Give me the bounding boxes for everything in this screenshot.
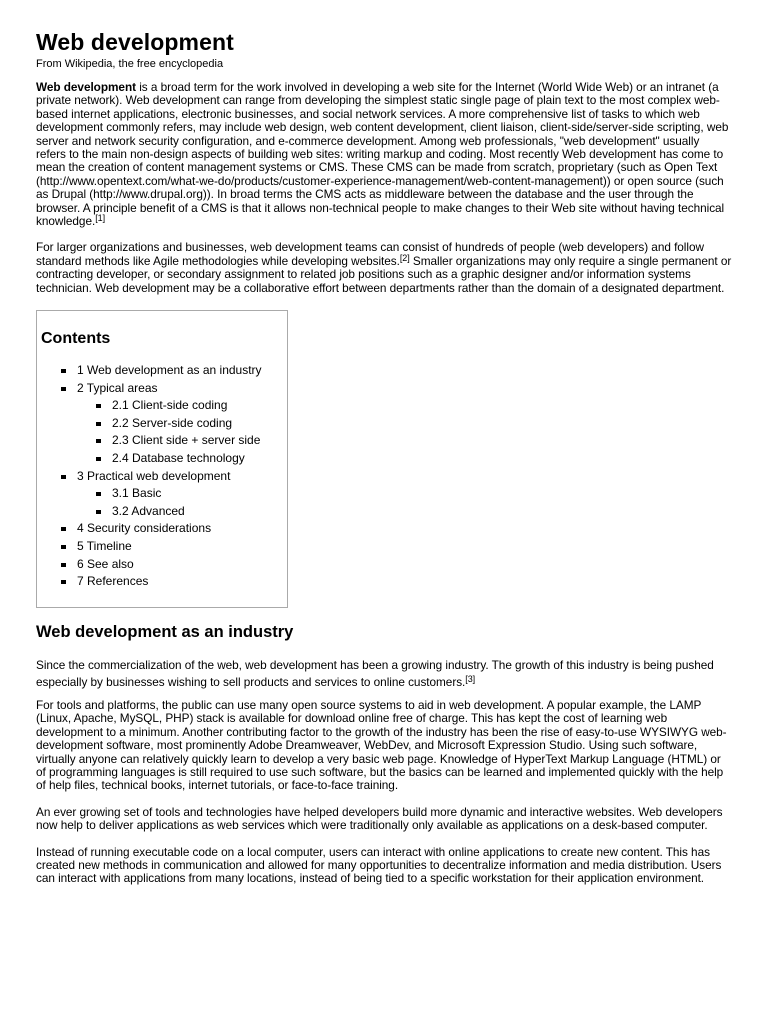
toc-item-label: 2.1 Client-side coding: [112, 398, 228, 413]
bullet-icon: [96, 510, 101, 514]
toc-item-label: 2 Typical areas: [77, 380, 158, 395]
toc-list: [41, 362, 287, 591]
reference-link-1[interactable]: [1]: [95, 213, 106, 224]
reference-link-3[interactable]: [3]: [465, 673, 476, 684]
intro-paragraph-1-text: is a broad term for the work involved in developing a web site for the Internet (World Wide Web) or an intranet (a private network). Web development can range from developing the simplest static single page of plain text to the most complex web-based internet applications, electronic businesses, and social network services. A more comprehensive list of tasks to which web development commonly refers, may include web design, web content development, client liaison, client-side/server-side scripting, web server and network security configuration, and e-commerce development. Among web professionals, "web development" usually refers to the main non-design aspects of building web sites: writing markup and coding. Most recently Web development has come to mean the creation of content management systems or CMS. These CMS can be made from scratch, proprietary (such as Open Text (http://www.opentext.com/what-we-do/products/customer-experience-management/web-content-management)) or open source (such as Drupal (http://www.drupal.org)). In broad terms the CMS acts as middleware between the database and the user through the browser. A principle benefit of a CMS is that it allows non-technical people to make changes to their Web site without having technical knowledge.: [36, 80, 729, 229]
toc-item-1[interactable]: [41, 362, 287, 380]
toc-item-label: 3.2 Advanced: [112, 503, 185, 518]
bullet-icon: [96, 492, 101, 496]
toc-item-label: 7 References: [77, 574, 149, 589]
bullet-icon: [61, 527, 66, 531]
toc-item-label: 2.3 Client side + server side: [112, 433, 261, 448]
toc-item-5[interactable]: [41, 538, 287, 556]
toc-item-2[interactable]: [41, 380, 287, 398]
section1-paragraph-1: [36, 657, 732, 690]
bullet-icon: [61, 545, 66, 549]
toc-item-4[interactable]: [41, 520, 287, 538]
page-title: Web development: [36, 29, 234, 55]
section1-paragraph-2: For tools and platforms, the public can use many open source systems to aid in web development. A popular example, the LAMP (Linux, Apache, MySQL, PHP) stack is available for download online free of charge. This has kept the cost of learning web development to a minimum. Another contributing factor to the growth of the industry has been the rise of easy-to-use WYSIWYG web-development software, most prominently Adobe Dreamweaver, WebDev, and Microsoft Expression Studio. Using such software, virtually anyone can relatively quickly learn to develop a very basic web page. Knowledge of HyperText Markup Language (HTML) or of programming languages is still required to use such software, but the basics can be learned and implemented quickly with the help of help files, technical books, internet tutorials, or face-to-face training.: [36, 697, 727, 793]
toc-item-label: 2.2 Server-side coding: [112, 415, 233, 430]
section1-paragraph-3: An ever growing set of tools and technologies have helped developers build more dynamic and interactive websites. Web developers now help to deliver applications as web services which were traditionally only available as applications on a desk-based computer.: [36, 804, 723, 833]
toc-item-label: 3.1 Basic: [112, 486, 162, 501]
toc-title: Contents: [41, 330, 111, 348]
toc-item-7[interactable]: [41, 573, 287, 591]
intro-paragraph-2-text-b: Smaller organizations may only require a single permanent or contracting developer, or secondary assignment to related job positions such as a graphic designer and/or information systems technician. Web development may be a collaborative effort between departments rather than the domain of a designated department.: [36, 253, 732, 295]
toc-item-3[interactable]: [41, 468, 287, 486]
section1-paragraph-1-text: Since the commercialization of the web, web development has been a growing industry. The growth of this industry is being pushed especially by businesses wishing to sell products and services to online customers.: [36, 658, 714, 689]
toc-item-2-4[interactable]: [41, 450, 287, 468]
bullet-icon: [61, 387, 66, 391]
reference-link-2[interactable]: [2]: [399, 252, 410, 263]
intro-paragraph-1: [36, 81, 732, 228]
intro-paragraph-2: [36, 241, 732, 295]
bullet-icon: [96, 422, 101, 426]
bullet-icon: [96, 404, 101, 408]
toc-item-2-1[interactable]: [41, 397, 287, 415]
toc-item-2-3[interactable]: [41, 432, 287, 450]
toc-item-label: 5 Timeline: [77, 539, 132, 554]
section1-paragraph-4: Instead of running executable code on a local computer, users can interact with online applications to create new content. This has created new methods in communication and allowed for many opportunities to decentralize information and media distribution. Users can interact with applications from many locations, instead of being tied to a specific workstation for their application environment.: [36, 844, 722, 886]
bullet-icon: [96, 439, 101, 443]
toc-item-label: 1 Web development as an industry: [77, 363, 262, 378]
section-heading-industry: Web development as an industry: [36, 623, 294, 642]
toc-item-3-1[interactable]: [41, 485, 287, 503]
table-of-contents: [36, 310, 288, 608]
bullet-icon: [61, 475, 66, 479]
intro-bold-term: Web development: [36, 80, 136, 94]
bullet-icon: [61, 580, 66, 584]
toc-item-label: 2.4 Database technology: [112, 451, 245, 466]
bullet-icon: [61, 563, 66, 567]
toc-item-2-2[interactable]: [41, 415, 287, 433]
toc-item-6[interactable]: [41, 556, 287, 574]
bullet-icon: [61, 369, 66, 373]
bullet-icon: [96, 457, 101, 461]
toc-item-label: 4 Security considerations: [77, 521, 212, 536]
page-subtitle: From Wikipedia, the free encyclopedia: [36, 58, 224, 70]
toc-item-label: 3 Practical web development: [77, 468, 231, 483]
intro-paragraph-2-text-a: For larger organizations and businesses, web development teams can consist of hundreds of people (web developers) and follow standard methods like Agile methodologies while developing websites.: [36, 240, 704, 268]
toc-item-3-2[interactable]: [41, 503, 287, 521]
toc-item-label: 6 See also: [77, 556, 134, 571]
